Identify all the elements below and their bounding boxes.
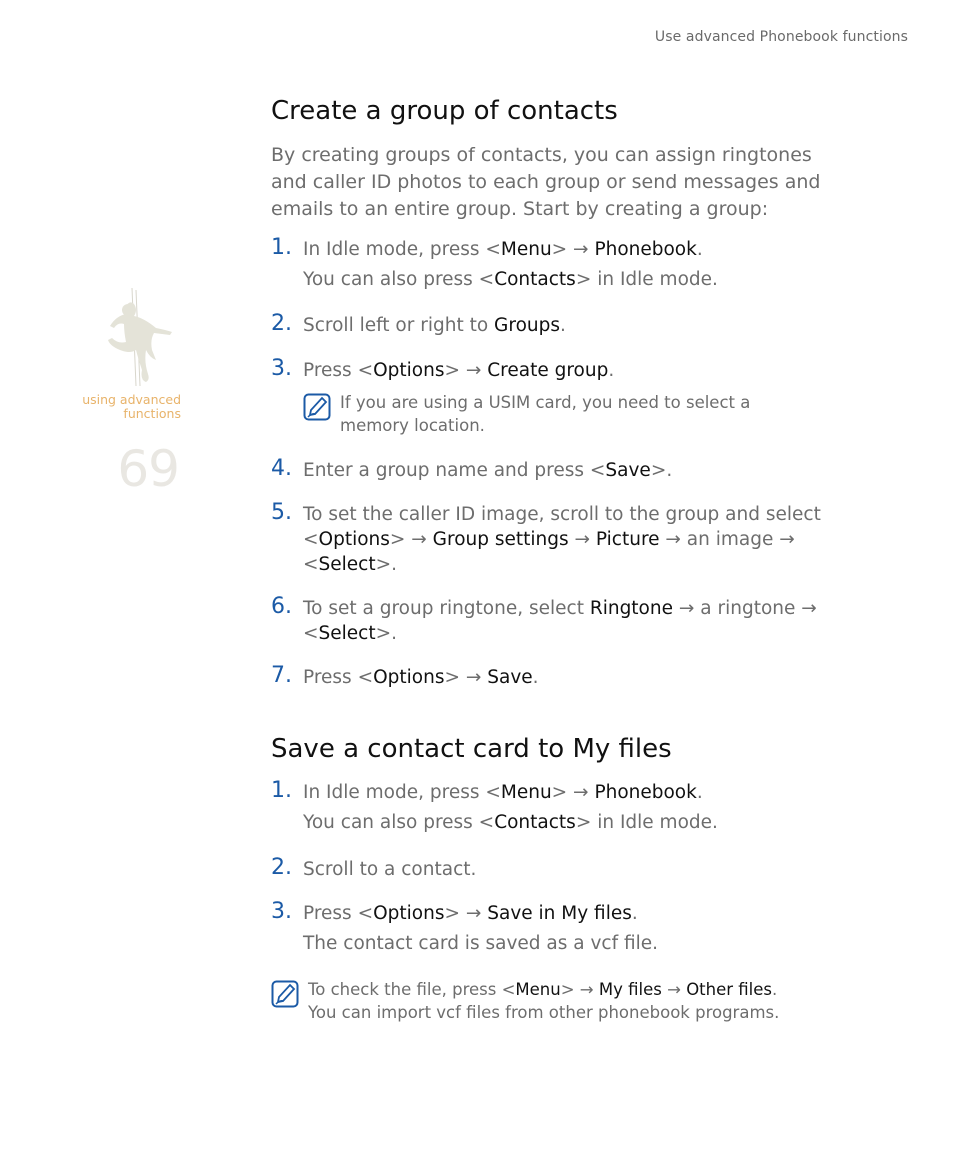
step-2-2: 2. Scroll to a contact. [271, 855, 477, 880]
note-check-file: To check the file, press <Menu> → My files → Other files. You can import vcf files from other phonebook programs. [271, 978, 871, 1024]
step-number: 4. [271, 456, 292, 481]
intro-paragraph: By creating groups of contacts, you can assign ringtones and caller ID photos to each group or send messages and emails to an entire group. Start by creating a group: [271, 144, 821, 220]
step-1-6: 6. To set a group ringtone, select Ringtone → a ringtone → <Select>. [271, 594, 817, 644]
step-number: 2. [271, 855, 292, 880]
step-2-3: 3. Press <Options> → Save in My files. The contact card is saved as a vcf file. [271, 899, 659, 954]
step-1-7: 7. Press <Options> → Save. [271, 663, 539, 688]
step-number: 1. [271, 778, 292, 803]
chapter-label: using advanced functions [82, 392, 181, 421]
step-number: 1. [271, 235, 292, 260]
step-number: 3. [271, 356, 292, 381]
section-heading-save-contact: Save a contact card to My files [271, 734, 672, 764]
note-usim: If you are using a USIM card, you need to select a memory location. [303, 391, 823, 437]
step-1-5: 5. To set the caller ID image, scroll to the group and select <Options> → Group settings → Picture → an image → <Select>. [271, 500, 821, 575]
climber-illustration [100, 288, 180, 388]
step-1-1: 1. In Idle mode, press <Menu> → Phonebook. You can also press <Contacts> in Idle mode. [271, 235, 718, 290]
running-header: Use advanced Phonebook functions [654, 29, 908, 45]
step-1-2: 2. Scroll left or right to Groups. [271, 311, 566, 336]
step-number: 3. [271, 899, 292, 924]
step-2-1: 1. In Idle mode, press <Menu> → Phonebook. You can also press <Contacts> in Idle mode. [271, 778, 718, 833]
note-pencil-icon [303, 393, 331, 421]
section-heading-create-group: Create a group of contacts [271, 96, 618, 126]
step-number: 7. [271, 663, 292, 688]
page-number: 69 [117, 440, 179, 498]
step-number: 6. [271, 594, 292, 619]
note-pencil-icon [271, 980, 299, 1008]
step-number: 2. [271, 311, 292, 336]
step-1-4: 4. Enter a group name and press <Save>. [271, 456, 673, 481]
step-1-3: 3. Press <Options> → Create group. [271, 356, 615, 381]
step-number: 5. [271, 500, 292, 525]
